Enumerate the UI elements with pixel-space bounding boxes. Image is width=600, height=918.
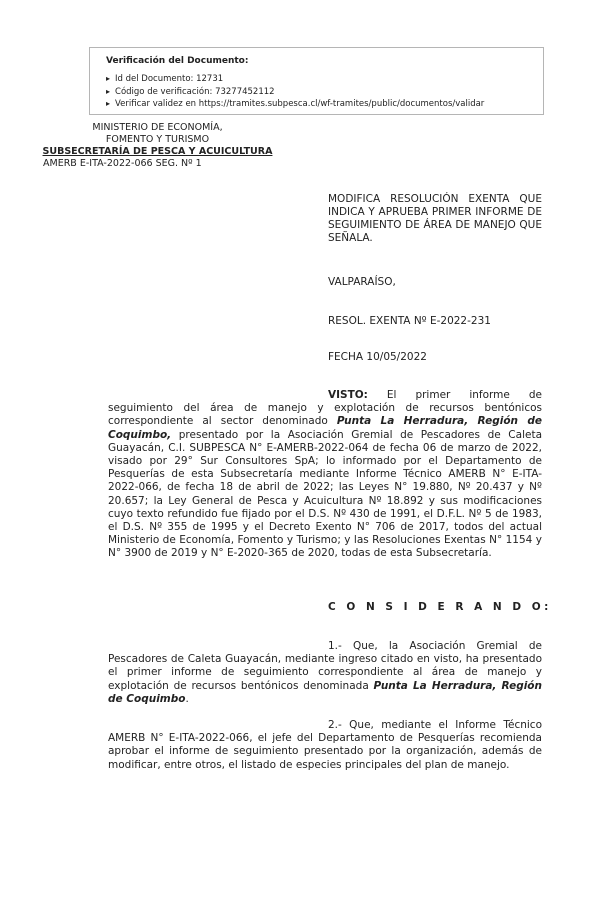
verification-box [89, 47, 544, 115]
verification-list [106, 73, 543, 111]
considerando-item-1 [108, 640, 542, 706]
subsecretaria-name: SUBSECRETARÍA DE PESCA Y ACUICULTURA [42, 146, 273, 157]
considerando-item-1-text: 1.- Que, la Asociación Gremial de Pescadores de Caleta Guayacán, mediante ingreso citado en visto, ha presentado el primer informe de seguimiento correspondiente al área de manejo y explotación de recursos bentónicos denominada [108, 640, 542, 692]
resolution-date: FECHA 10/05/2022 [328, 351, 427, 363]
resolution-number: RESOL. EXENTA Nº E-2022-231 [328, 315, 491, 327]
verification-title: Verificación del Documento: [106, 56, 249, 66]
ministry-line-2: FOMENTO Y TURISMO [105, 134, 210, 145]
visto-label: VISTO: [328, 389, 368, 401]
visto-paragraph [108, 389, 542, 561]
considerando-item-2: 2.- Que, mediante el Informe Técnico AMERB N° E-ITA-2022-066, el jefe del Departamento de Pesquerías recomienda aprobar el informe de seguimiento presentado por la organización, además de modificar, entre otros, el listado de especies principales del plan de manejo. [108, 719, 542, 771]
verification-url[interactable]: ▸ Verificar validez en https://tramites.subpesca.cl/wf-tramites/public/documentos/validar [106, 98, 543, 111]
considerando-item-1-place: Punta La Herradura, Región de Coquimbo [108, 679, 542, 705]
visto-text-a: El primer informe de seguimiento del área de manejo y explotación de recursos bentónicos correspondiente al sector denominado [108, 389, 542, 428]
visto-text-b: presentado por la Asociación Gremial de Pescadores de Caleta Guayacán, C.I. SUBPESCA N° E-AMERB-2022-064 de fecha 06 de marzo de 2022, visado por 29° Sur Consultores SpA; lo informado por el Departamento de Pesquerías de esta Subsecretaría mediante Informe Técnico AMERB N° E-ITA-2022-066, de fecha 18 de abril de 2022; las Leyes N° 19.880, Nº 20.437 y Nº 20.657; la Ley General de Pesca y Acuicultura Nº 18.892 y sus modificaciones cuyo texto refundido fue fijado por el D.S. Nº 430 de 1991, el D.F.L. Nº 5 de 1983, el D.S. Nº 355 de 1995 y el Decreto Exento N° 706 de 2017, todos del actual Ministerio de Economía, Fomento y Turismo; y las Resoluciones Exentas N° 1154 y N° 3900 de 2019 y N° E-2020-365 de 2020, todas de esta Subsecretaría. [108, 428, 542, 560]
considerando-heading: C O N S I D E R A N D O: [328, 601, 552, 613]
ministry-header [35, 122, 280, 170]
ministry-line-1: MINISTERIO DE ECONOMÍA, [92, 122, 223, 133]
verification-code: ▸ Código de verificación: 73277452112 [106, 86, 543, 99]
considerando-item-1-end: . [185, 692, 189, 705]
visto-place-name: Punta La Herradura, Región de Coquimbo, [108, 415, 542, 441]
resolution-title: MODIFICA RESOLUCIÓN EXENTA QUE INDICA Y APRUEBA PRIMER INFORME DE SEGUIMIENTO DE ÁREA DE MANEJO QUE SEÑALA. [328, 193, 542, 244]
resolution-place: VALPARAÍSO, [328, 276, 396, 288]
amerb-reference: AMERB E-ITA-2022-066 SEG. Nº 1 [43, 158, 202, 169]
verification-document-id: ▸ Id del Documento: 12731 [106, 73, 543, 86]
